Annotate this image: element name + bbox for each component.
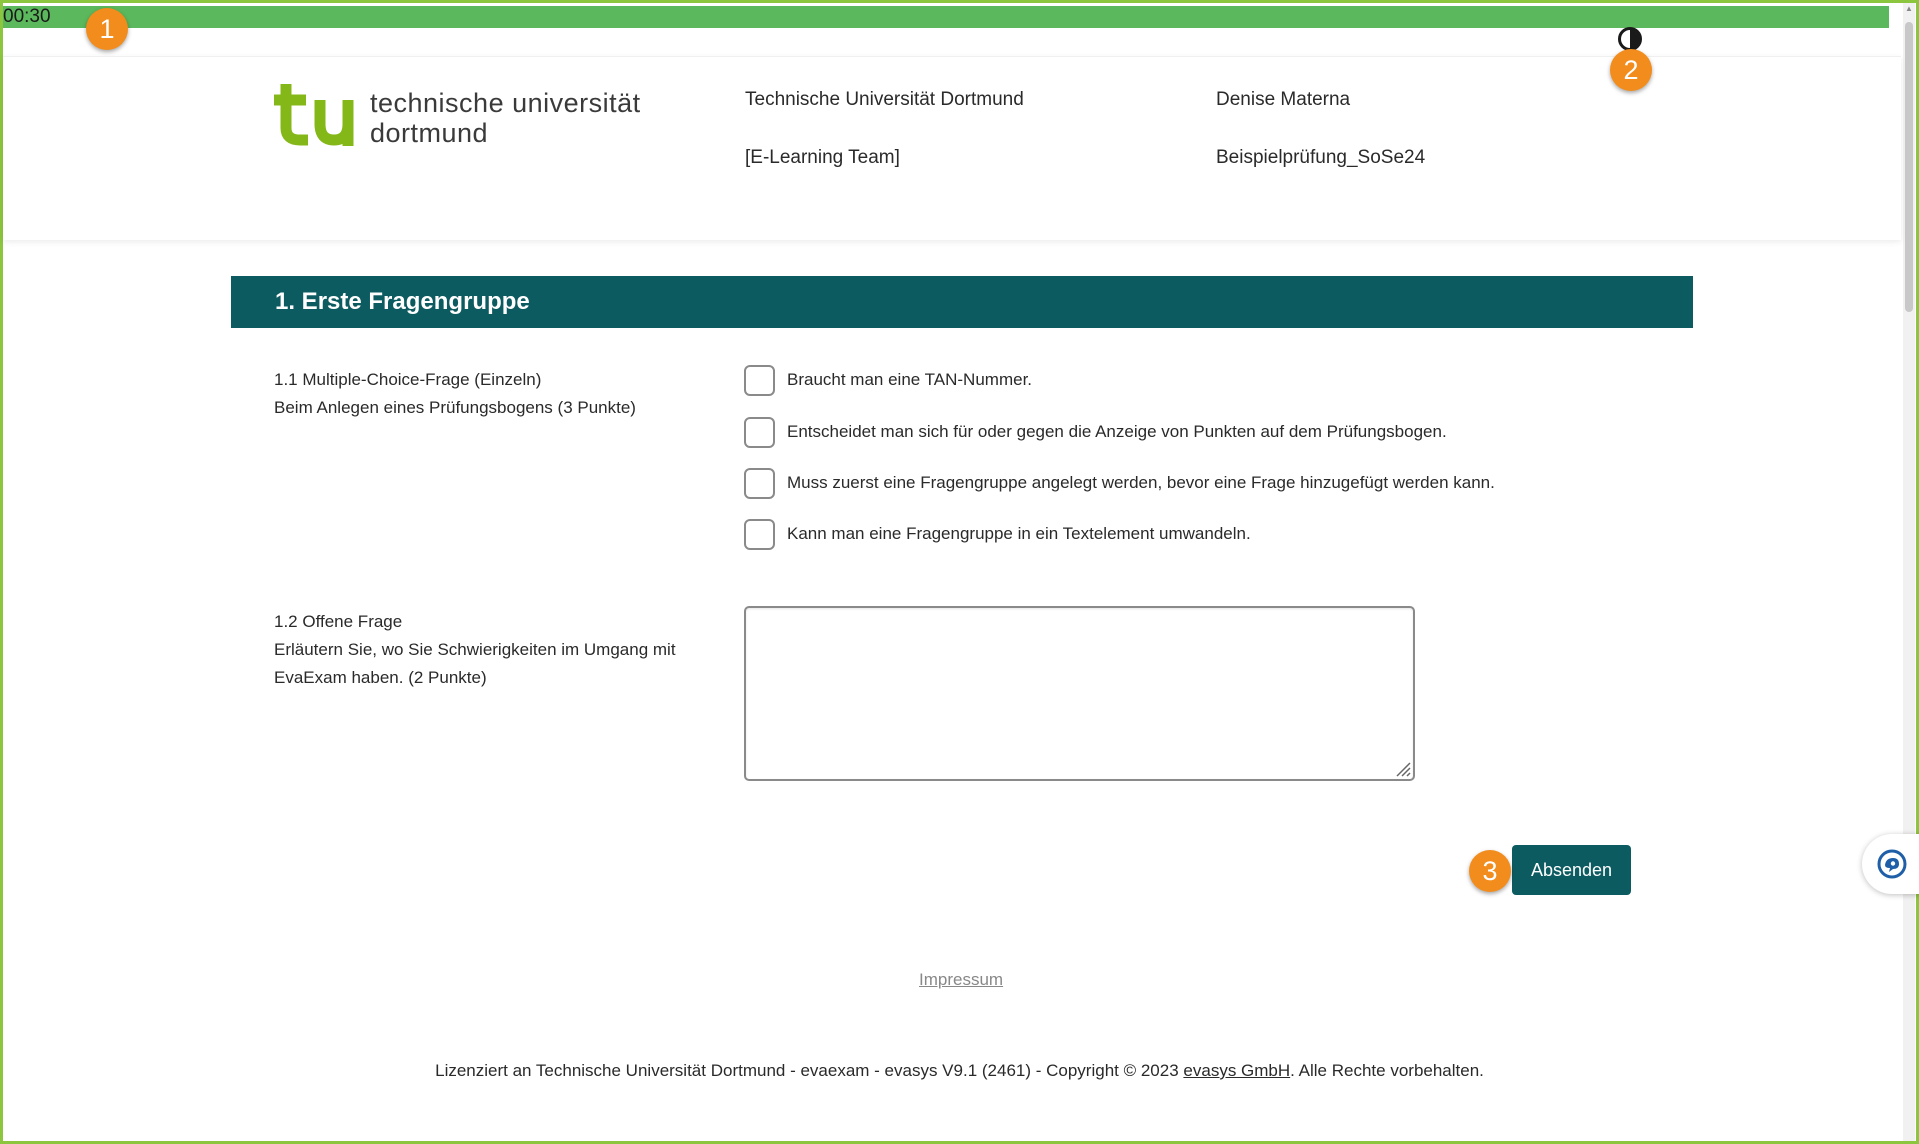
timer-progress-bar <box>3 6 1889 28</box>
footer <box>0 1061 1919 1081</box>
logo-line-2: dortmund <box>370 118 489 148</box>
option-1-checkbox[interactable] <box>744 365 775 396</box>
contrast-toggle-icon[interactable] <box>1618 27 1642 51</box>
question-2-text: Erläutern Sie, wo Sie Schwierigkeiten im Umgang mit EvaExam haben. (2 Punkte) <box>274 640 676 687</box>
option-4-label[interactable]: Kann man eine Fragengruppe in ein Textelement umwandeln. <box>787 524 1251 543</box>
annotation-badge-3: 3 <box>1469 850 1511 892</box>
scroll-up-arrow-icon[interactable]: ▲ <box>1905 4 1913 13</box>
logo-line-1: technische universität <box>370 88 641 118</box>
footer-rights-text: . Alle Rechte vorbehalten. <box>1290 1061 1484 1080</box>
evasys-company-link[interactable]: evasys GmbH <box>1183 1061 1291 1080</box>
question-1-option-2[interactable] <box>744 416 1447 448</box>
header-user-name: Denise Materna <box>1216 89 1351 110</box>
question-1-option-4[interactable] <box>744 518 1251 550</box>
option-2-label[interactable]: Entscheidet man sich für oder gegen die Anzeige von Punkten auf dem Prüfungsbogen. <box>787 422 1447 441</box>
section-header <box>231 276 1693 328</box>
header-exam-name: Beispielprüfung_SoSe24 <box>1216 147 1426 168</box>
header-team: [E-Learning Team] <box>745 147 900 168</box>
option-1-label[interactable]: Braucht man eine TAN-Nummer. <box>787 370 1033 389</box>
question-1-option-3[interactable] <box>744 467 1495 499</box>
chat-widget[interactable] <box>1862 834 1919 894</box>
impressum-link[interactable]: Impressum <box>919 970 1004 989</box>
scrollbar-thumb[interactable] <box>1905 22 1913 312</box>
option-3-checkbox[interactable] <box>744 468 775 499</box>
tu-dortmund-logo[interactable] <box>274 84 674 164</box>
tu-logo-icon <box>274 84 356 146</box>
header-university: Technische Universität Dortmund <box>745 89 1024 110</box>
footer-license-text: Lizenziert an Technische Universität Dortmund - evaexam - evasys V9.1 (2461) - Copyright © 2023 <box>435 1061 1184 1080</box>
logo-wordmark <box>370 88 641 148</box>
annotation-badge-2: 2 <box>1610 49 1652 91</box>
question-1-title: 1.1 Multiple-Choice-Frage (Einzeln) <box>274 370 542 389</box>
timer-text: 00:30 <box>3 6 51 27</box>
question-2-label <box>274 608 704 692</box>
option-2-checkbox[interactable] <box>744 417 775 448</box>
option-3-label[interactable]: Muss zuerst eine Fragengruppe angelegt werden, bevor eine Frage hinzugefügt werden kann. <box>787 473 1495 492</box>
question-2-answer-textarea[interactable] <box>744 606 1415 781</box>
chat-support-icon[interactable] <box>1876 848 1908 880</box>
question-1-label <box>274 366 694 422</box>
option-4-checkbox[interactable] <box>744 519 775 550</box>
submit-button[interactable]: Absenden <box>1512 845 1631 895</box>
annotation-badge-1: 1 <box>86 8 128 50</box>
question-1-option-1[interactable] <box>744 364 1032 396</box>
section-title: 1. Erste Fragengruppe <box>275 288 530 315</box>
question-2-title: 1.2 Offene Frage <box>274 612 403 631</box>
resize-grip-icon[interactable] <box>1393 759 1411 777</box>
question-1-text: Beim Anlegen eines Prüfungsbogens (3 Punkte) <box>274 398 636 417</box>
